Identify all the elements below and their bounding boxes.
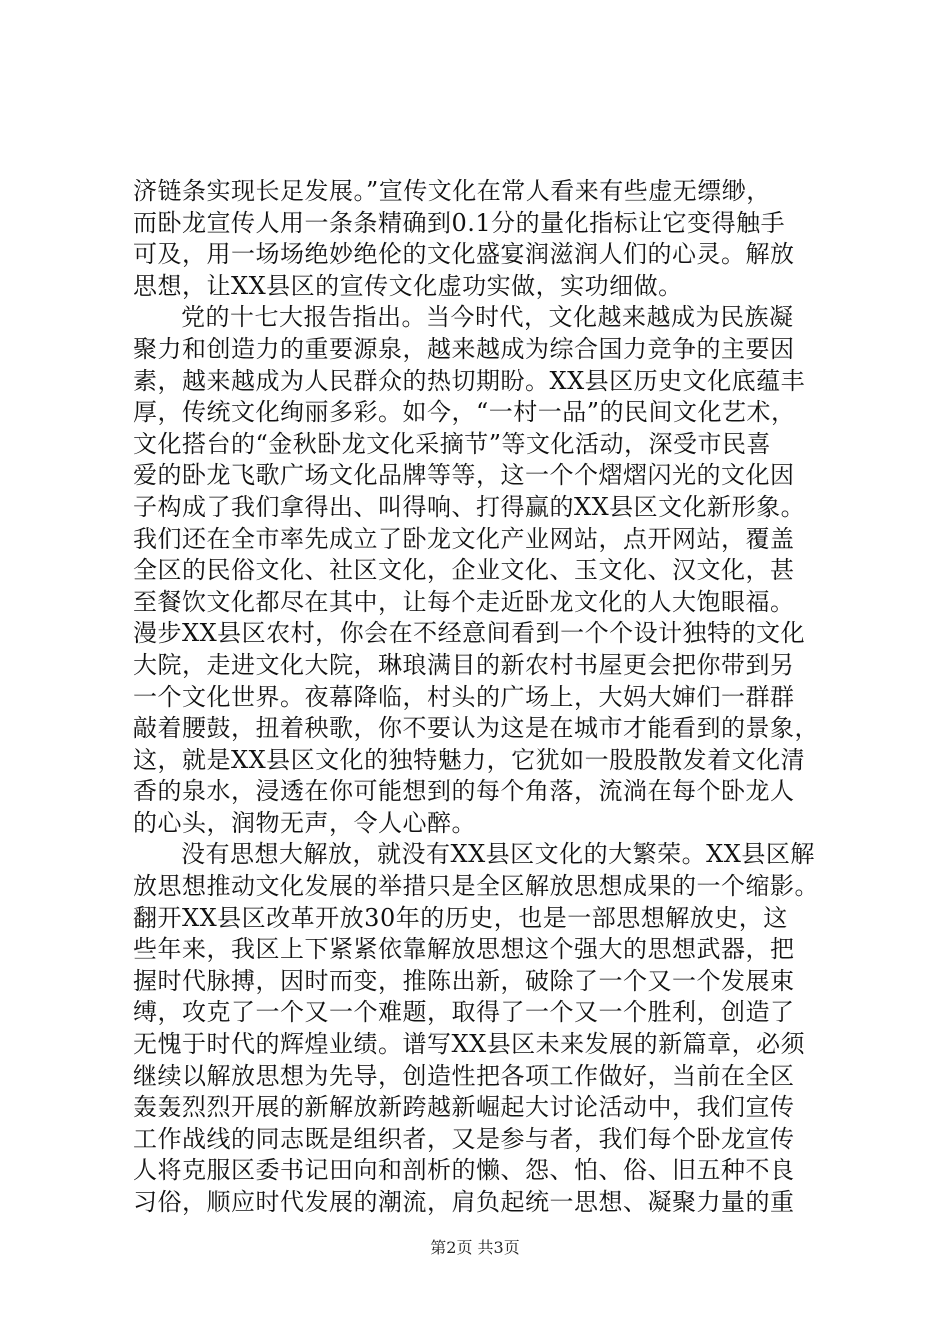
text-line: 素，越来越成为人民群众的热切期盼。XX县区历史文化底蕴丰 (133, 366, 806, 395)
text-line: 香的泉水，浸透在你可能想到的每个角落，流淌在每个卧龙人 (133, 777, 795, 806)
body-text (133, 176, 833, 1219)
text-line: 而卧龙宣传人用一条条精确到0.1分的量化指标让它变得触手 (133, 208, 786, 237)
text-line: 这，就是XX县区文化的独特魅力，它犹如一股股散发着文化清 (133, 745, 806, 774)
text-line: 子构成了我们拿得出、叫得响、打得赢的XX县区文化新形象。 (133, 492, 806, 521)
text-line: 党的十七大报告指出。当今时代，文化越来越成为民族凝 (181, 303, 794, 332)
text-line: 握时代脉搏，因时而变，推陈出新，破除了一个又一个发展束 (133, 966, 795, 995)
text-line: 缚，攻克了一个又一个难题，取得了一个又一个胜利，创造了 (133, 998, 795, 1027)
text-line: 翻开XX县区改革开放30年的历史，也是一部思想解放史，这 (133, 903, 788, 932)
text-line: 漫步XX县区农村，你会在不经意间看到一个个设计独特的文化 (133, 619, 806, 648)
text-line: 轰轰烈烈开展的新解放新跨越新崛起大讨论活动中，我们宣传 (133, 1093, 795, 1122)
text-line: 爱的卧龙飞歌广场文化品牌等等，这一个个熠熠闪光的文化因 (133, 461, 795, 490)
page-footer: 第2页 共3页 (430, 1238, 520, 1257)
text-line: 工作战线的同志既是组织者，又是参与者，我们每个卧龙宣传 (133, 1124, 795, 1153)
text-line: 思想，让XX县区的宣传文化虚功实做，实功细做。 (133, 271, 683, 300)
text-line: 至餐饮文化都尽在其中，让每个走近卧龙文化的人大饱眼福。 (133, 587, 795, 616)
text-line: 没有思想大解放，就没有XX县区文化的大繁荣。XX县区解 (181, 840, 815, 869)
text-line: 厚，传统文化绚丽多彩。如今，“一村一品”的民间文化艺术， (133, 398, 796, 427)
text-line: 一个文化世界。夜幕降临，村头的广场上，大妈大婶们一群群 (133, 682, 795, 711)
text-line: 的心头，润物无声，令人心醉。 (133, 808, 476, 837)
text-line: 可及，用一场场绝妙绝伦的文化盛宴润滋润人们的心灵。解放 (133, 240, 795, 269)
text-line: 敲着腰鼓，扭着秧歌，你不要认为这是在城市才能看到的景象， (133, 714, 819, 743)
text-line: 继续以解放思想为先导，创造性把各项工作做好，当前在全区 (133, 1061, 795, 1090)
text-line: 放思想推动文化发展的举措只是全区解放思想成果的一个缩影。 (133, 872, 819, 901)
text-line: 济链条实现长足发展。”宣传文化在常人看来有些虚无缥缈， (133, 177, 771, 205)
text-line: 全区的民俗文化、社区文化，企业文化、玉文化、汉文化，甚 (133, 556, 795, 585)
text-line: 聚力和创造力的重要源泉，越来越成为综合国力竞争的主要因 (133, 334, 795, 363)
text-line: 无愧于时代的辉煌业绩。谱写XX县区未来发展的新篇章，必须 (133, 1030, 806, 1059)
text-line: 人将克服区委书记田向和剖析的懒、怨、怕、俗、旧五种不良 (133, 1156, 795, 1185)
text-line: 文化搭台的“金秋卧龙文化采摘节”等文化活动，深受市民喜 (133, 429, 772, 458)
text-line: 些年来，我区上下紧紧依靠解放思想这个强大的思想武器，把 (133, 935, 795, 964)
text-line: 大院，走进文化大院，琳琅满目的新农村书屋更会把你带到另 (133, 650, 795, 679)
text-line: 习俗，顺应时代发展的潮流，肩负起统一思想、凝聚力量的重 (133, 1188, 795, 1216)
text-line: 我们还在全市率先成立了卧龙文化产业网站，点开网站，覆盖 (133, 524, 795, 553)
